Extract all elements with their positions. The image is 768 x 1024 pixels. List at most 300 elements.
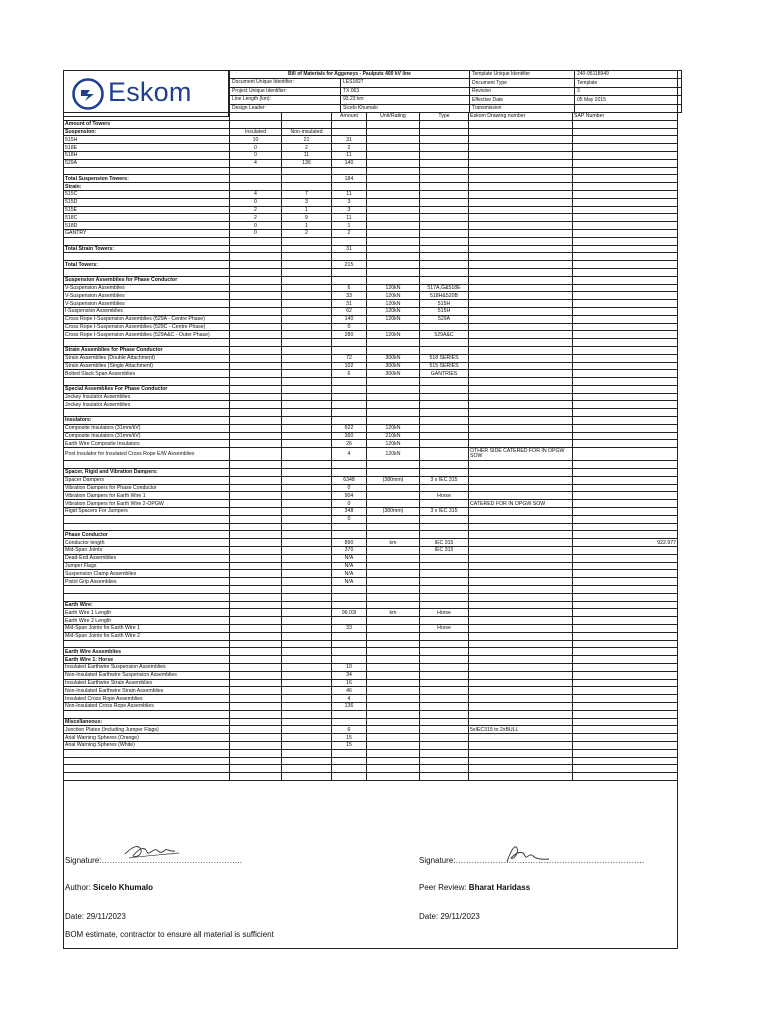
table-cell — [282, 440, 332, 448]
item-description — [64, 523, 230, 531]
table-cell — [469, 547, 573, 555]
table-cell — [230, 671, 282, 679]
table-cell — [367, 245, 420, 253]
item-description: Rigid Spacers For Jumpers — [64, 508, 230, 516]
table-cell — [367, 593, 420, 601]
item-description: 518D — [64, 222, 230, 230]
table-cell — [230, 531, 282, 539]
left-label: Document Unique Identifier: — [230, 79, 341, 86]
table-row — [64, 120, 678, 128]
bill-of-materials-table — [63, 112, 678, 781]
table-cell: km — [367, 539, 420, 547]
table-row — [64, 167, 678, 175]
table-cell — [230, 663, 282, 671]
table-cell: 120kN — [367, 315, 420, 323]
right-label: Document Type — [470, 79, 575, 87]
table-cell — [573, 570, 678, 578]
table-cell — [282, 245, 332, 253]
right-label: Effective Date — [470, 96, 575, 104]
author-signature-icon — [123, 840, 183, 862]
table-cell: 0 — [230, 222, 282, 230]
table-cell: 10 — [230, 136, 282, 144]
table-cell — [420, 268, 469, 276]
table-cell — [367, 339, 420, 347]
table-row — [64, 245, 678, 253]
author-label: Author: — [65, 883, 94, 892]
table-cell: 33 — [332, 292, 367, 300]
table-cell — [282, 370, 332, 378]
table-cell — [420, 417, 469, 425]
table-cell — [469, 331, 573, 339]
table-cell: 120kN — [367, 300, 420, 308]
table-cell — [573, 276, 678, 284]
table-cell — [230, 741, 282, 749]
table-cell — [367, 167, 420, 175]
item-description: 515E — [64, 206, 230, 214]
table-row — [64, 547, 678, 555]
table-cell — [367, 237, 420, 245]
right-value: Template — [575, 79, 682, 87]
table-cell — [230, 578, 282, 586]
table-cell — [230, 508, 282, 516]
table-cell: 120kN — [367, 307, 420, 315]
table-row — [64, 726, 678, 734]
table-cell — [573, 695, 678, 703]
table-row — [64, 190, 678, 198]
table-cell: 210kN — [367, 432, 420, 440]
left-value: LES1827 — [343, 79, 364, 86]
table-cell — [282, 432, 332, 440]
item-description: Suspension: — [64, 128, 230, 136]
table-cell — [282, 531, 332, 539]
table-cell — [367, 625, 420, 633]
table-cell — [367, 346, 420, 354]
table-cell — [573, 323, 678, 331]
table-cell — [469, 508, 573, 516]
table-row — [64, 424, 678, 432]
table-cell: N/A — [332, 578, 367, 586]
table-row — [64, 562, 678, 570]
table-cell — [469, 617, 573, 625]
table-row — [64, 409, 678, 417]
table-cell — [282, 253, 332, 261]
table-cell — [469, 640, 573, 648]
left-value: Sicelo Khumalo — [343, 104, 378, 111]
table-cell: 184 — [332, 175, 367, 183]
table-cell — [332, 417, 367, 425]
table-cell — [282, 765, 332, 773]
table-cell — [230, 183, 282, 191]
blank-header-cell — [282, 113, 332, 121]
item-description — [64, 710, 230, 718]
table-cell — [332, 268, 367, 276]
table-cell — [420, 167, 469, 175]
table-cell — [230, 346, 282, 354]
table-cell — [420, 346, 469, 354]
table-cell — [573, 385, 678, 393]
table-cell — [573, 734, 678, 742]
table-cell: 62 — [332, 307, 367, 315]
table-cell — [469, 183, 573, 191]
table-cell: Insulated — [230, 128, 282, 136]
table-row — [64, 370, 678, 378]
table-row — [64, 702, 678, 710]
table-cell — [332, 128, 367, 136]
table-cell — [367, 586, 420, 594]
column-header-unit: Unit/Rating — [367, 113, 420, 121]
table-cell — [367, 515, 420, 523]
item-description: Pistol Grip Assemblies — [64, 578, 230, 586]
table-row — [64, 354, 678, 362]
table-cell — [469, 562, 573, 570]
table-cell: 890 — [332, 539, 367, 547]
table-cell — [332, 617, 367, 625]
table-cell — [469, 539, 573, 547]
table-row — [64, 253, 678, 261]
table-row — [64, 229, 678, 237]
table-cell — [230, 284, 282, 292]
table-cell — [282, 632, 332, 640]
table-cell — [230, 432, 282, 440]
table-cell — [367, 268, 420, 276]
table-cell — [367, 570, 420, 578]
table-cell — [367, 547, 420, 555]
table-cell — [420, 718, 469, 726]
table-cell — [469, 461, 573, 469]
table-cell — [420, 554, 469, 562]
table-cell — [573, 237, 678, 245]
table-row — [64, 292, 678, 300]
table-cell: 2 — [282, 229, 332, 237]
table-row — [64, 198, 678, 206]
item-description: Composite Insulators (31mm/kV) — [64, 432, 230, 440]
table-cell — [420, 214, 469, 222]
column-header-amount: Amount — [332, 113, 367, 121]
table-cell — [282, 385, 332, 393]
table-cell — [420, 144, 469, 152]
table-cell — [282, 167, 332, 175]
table-cell — [573, 315, 678, 323]
table-cell — [282, 523, 332, 531]
item-description: Miscellaneous: — [64, 718, 230, 726]
table-cell — [230, 648, 282, 656]
table-cell: Horse — [420, 609, 469, 617]
table-cell — [230, 593, 282, 601]
table-cell — [230, 515, 282, 523]
table-cell — [469, 765, 573, 773]
item-description — [64, 339, 230, 347]
table-cell — [420, 175, 469, 183]
table-cell — [420, 710, 469, 718]
table-cell — [230, 401, 282, 409]
table-cell — [573, 749, 678, 757]
table-row — [64, 222, 678, 230]
table-row — [64, 484, 678, 492]
table-cell — [573, 190, 678, 198]
table-cell — [573, 547, 678, 555]
table-cell — [469, 136, 573, 144]
table-cell — [469, 648, 573, 656]
item-description: Non-Insulated Earthwire Suspension Assemblies — [64, 671, 230, 679]
table-cell — [282, 757, 332, 765]
table-cell: 6 — [332, 370, 367, 378]
table-cell — [230, 461, 282, 469]
table-cell — [573, 120, 678, 128]
table-row — [64, 749, 678, 757]
table-cell — [230, 476, 282, 484]
table-cell — [420, 773, 469, 781]
table-row — [64, 656, 678, 664]
table-cell — [367, 417, 420, 425]
table-cell — [573, 136, 678, 144]
item-description — [64, 378, 230, 386]
table-cell — [282, 554, 332, 562]
table-row — [64, 393, 678, 401]
table-cell: 517A,G&518E — [420, 284, 469, 292]
table-cell — [469, 440, 573, 448]
table-cell — [420, 183, 469, 191]
table-cell — [573, 671, 678, 679]
table-cell — [367, 601, 420, 609]
table-cell — [420, 531, 469, 539]
table-cell — [332, 237, 367, 245]
table-cell: Non-insulated — [282, 128, 332, 136]
table-cell — [367, 531, 420, 539]
table-row — [64, 151, 678, 159]
table-cell — [573, 354, 678, 362]
table-cell — [573, 175, 678, 183]
table-cell — [573, 492, 678, 500]
blank-header-cell — [64, 113, 230, 121]
table-cell — [367, 695, 420, 703]
table-cell — [469, 757, 573, 765]
table-cell: 11 — [332, 190, 367, 198]
table-cell — [469, 695, 573, 703]
item-description: Dead-End Assemblies — [64, 554, 230, 562]
table-cell — [420, 586, 469, 594]
table-cell — [573, 765, 678, 773]
table-cell — [367, 554, 420, 562]
table-cell — [420, 276, 469, 284]
item-description: Arial Warning Spheres (Orange) — [64, 734, 230, 742]
table-cell: GANTRIES — [420, 370, 469, 378]
table-cell — [573, 461, 678, 469]
table-cell — [230, 640, 282, 648]
table-cell — [469, 609, 573, 617]
table-cell — [367, 136, 420, 144]
table-cell — [367, 175, 420, 183]
table-cell — [282, 741, 332, 749]
signature-footer — [63, 840, 678, 948]
table-cell — [282, 718, 332, 726]
table-cell — [332, 276, 367, 284]
table-cell — [420, 128, 469, 136]
table-cell — [420, 393, 469, 401]
table-cell — [573, 609, 678, 617]
table-row — [64, 741, 678, 749]
table-cell: 3 x IEC 315 — [420, 508, 469, 516]
table-cell — [469, 417, 573, 425]
table-cell — [573, 151, 678, 159]
table-cell — [420, 253, 469, 261]
table-cell — [420, 500, 469, 508]
table-cell — [420, 206, 469, 214]
table-cell — [282, 570, 332, 578]
table-cell — [573, 307, 678, 315]
table-cell — [282, 609, 332, 617]
table-cell — [420, 523, 469, 531]
table-cell — [420, 432, 469, 440]
item-description: Vibration Dampers for Earth Wire 2-OPGW — [64, 500, 230, 508]
table-cell — [573, 515, 678, 523]
table-cell: 31 — [332, 136, 367, 144]
table-cell — [573, 229, 678, 237]
table-cell — [573, 159, 678, 167]
table-cell — [420, 515, 469, 523]
table-cell — [469, 284, 573, 292]
table-cell: 5xIEC315 to 2xBULL — [469, 726, 573, 734]
table-cell — [469, 229, 573, 237]
table-cell — [332, 253, 367, 261]
table-cell: Horse — [420, 625, 469, 633]
right-value: 3 — [575, 87, 682, 95]
table-cell: 515H — [420, 307, 469, 315]
table-cell: (380mm) — [367, 508, 420, 516]
table-cell — [230, 440, 282, 448]
table-cell — [230, 385, 282, 393]
table-cell: 6348 — [332, 476, 367, 484]
table-cell: 922.977 — [573, 539, 678, 547]
table-cell — [469, 523, 573, 531]
item-description: Earth Wire Composite Insulators — [64, 440, 230, 448]
item-description: Earth Wire 1: Horse — [64, 656, 230, 664]
table-cell: 0 — [230, 198, 282, 206]
item-description — [64, 515, 230, 523]
table-cell: 120kN — [367, 292, 420, 300]
table-row — [64, 175, 678, 183]
table-cell — [332, 632, 367, 640]
table-row — [64, 648, 678, 656]
table-row — [64, 385, 678, 393]
item-description: 518E — [64, 144, 230, 152]
left-value: 93.23 km — [343, 96, 364, 103]
table-row — [64, 671, 678, 679]
table-cell: N/A — [332, 554, 367, 562]
table-cell — [469, 300, 573, 308]
table-cell — [230, 292, 282, 300]
table-row — [64, 586, 678, 594]
table-cell — [230, 679, 282, 687]
table-cell — [332, 523, 367, 531]
table-cell: 3 — [282, 198, 332, 206]
table-cell — [367, 640, 420, 648]
table-cell — [332, 378, 367, 386]
table-cell: 120kN — [367, 284, 420, 292]
table-cell: km — [367, 609, 420, 617]
table-cell — [469, 586, 573, 594]
table-cell: 1 — [332, 222, 367, 230]
table-cell — [282, 393, 332, 401]
table-cell — [332, 757, 367, 765]
table-cell — [469, 159, 573, 167]
item-description: Mid-Span Joints — [64, 547, 230, 555]
table-row — [64, 432, 678, 440]
table-cell: 0 — [332, 484, 367, 492]
table-row — [64, 757, 678, 765]
table-cell — [573, 617, 678, 625]
table-cell — [367, 159, 420, 167]
table-cell — [573, 469, 678, 477]
table-cell — [469, 362, 573, 370]
table-cell: 21 — [282, 136, 332, 144]
table-cell: 348 — [332, 508, 367, 516]
table-cell — [420, 695, 469, 703]
table-row — [64, 718, 678, 726]
table-cell — [230, 554, 282, 562]
table-cell — [573, 198, 678, 206]
table-cell — [332, 586, 367, 594]
table-row — [64, 206, 678, 214]
table-cell: CATERED FOR IN OPGW SOW — [469, 500, 573, 508]
table-row — [64, 284, 678, 292]
table-cell — [230, 237, 282, 245]
table-cell — [469, 237, 573, 245]
item-description: Insulated Cross Rope Assemblies — [64, 695, 230, 703]
table-cell: 34 — [332, 671, 367, 679]
table-cell — [282, 424, 332, 432]
table-cell — [469, 370, 573, 378]
table-cell — [367, 726, 420, 734]
table-cell — [469, 515, 573, 523]
table-cell — [420, 440, 469, 448]
table-row — [64, 307, 678, 315]
item-description: I-Suspension Assemblies — [64, 307, 230, 315]
table-cell — [469, 401, 573, 409]
table-cell — [573, 331, 678, 339]
table-cell — [332, 401, 367, 409]
left-meta-cell — [230, 96, 470, 104]
table-cell: 7 — [282, 190, 332, 198]
table-cell — [332, 339, 367, 347]
item-description — [64, 409, 230, 417]
table-cell — [420, 632, 469, 640]
table-cell — [230, 773, 282, 781]
item-description: Non-Insulated Cross Rope Assemblies — [64, 702, 230, 710]
table-row — [64, 632, 678, 640]
item-description — [64, 167, 230, 175]
table-cell — [469, 632, 573, 640]
author-signature-line: Signature:…………………………………………….. — [65, 856, 242, 865]
table-cell — [469, 198, 573, 206]
table-cell — [573, 214, 678, 222]
table-cell — [282, 515, 332, 523]
table-row — [64, 765, 678, 773]
table-cell — [420, 222, 469, 230]
table-row — [64, 268, 678, 276]
table-cell — [573, 640, 678, 648]
right-label: Template Unique Identifier — [470, 71, 575, 79]
table-row — [64, 679, 678, 687]
table-cell: 102 — [332, 362, 367, 370]
table-cell: 360 — [332, 432, 367, 440]
table-row — [64, 687, 678, 695]
item-description: V-Suspension Assemblies — [64, 284, 230, 292]
table-cell — [367, 500, 420, 508]
table-cell — [420, 562, 469, 570]
table-cell — [332, 346, 367, 354]
table-cell — [230, 687, 282, 695]
table-row — [64, 710, 678, 718]
